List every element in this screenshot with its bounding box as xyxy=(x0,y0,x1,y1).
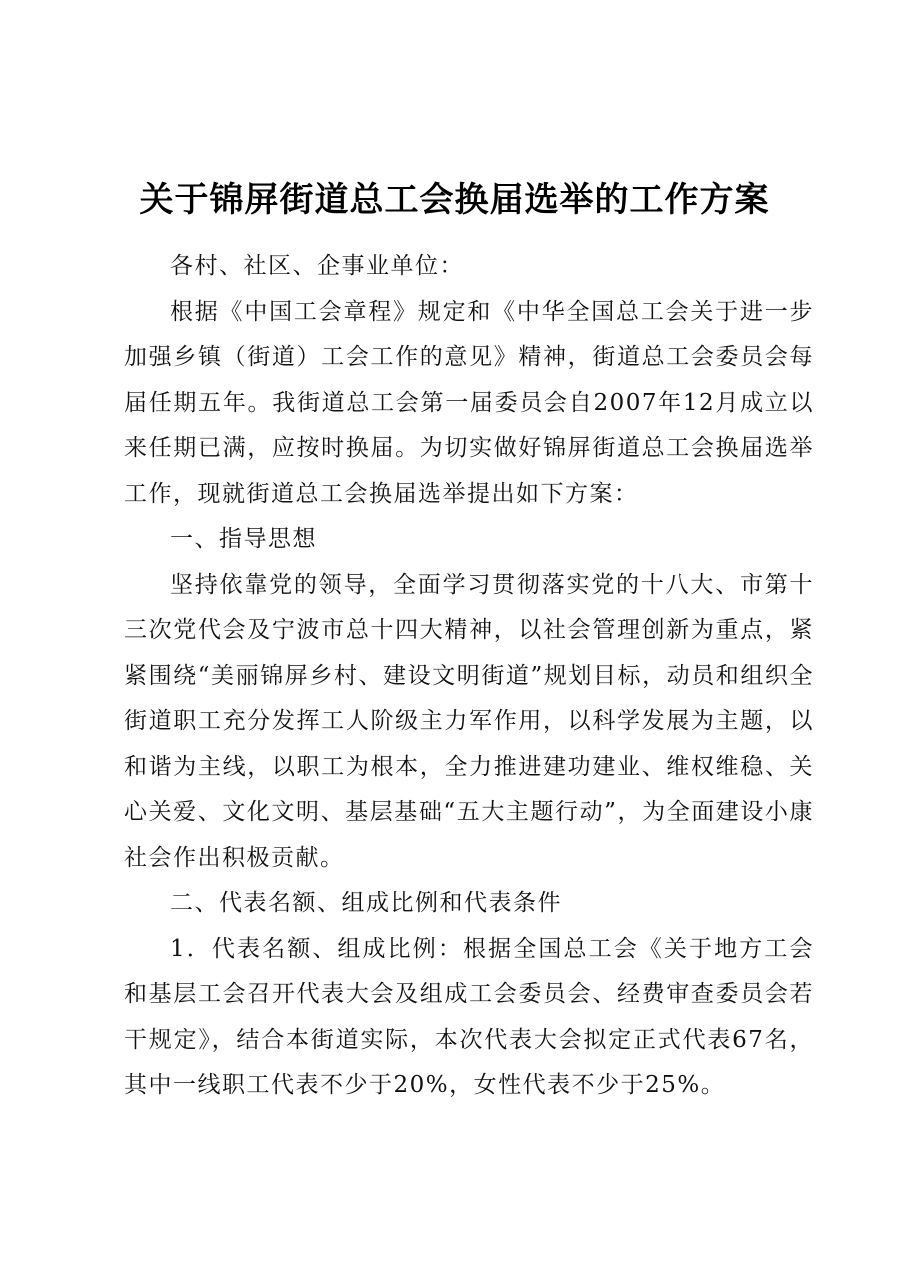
document-body xyxy=(124,244,814,1109)
guiding-ideology-paragraph: 坚持依靠党的领导，全面学习贯彻落实党的十八大、市第十三次党代会及宁波市总十四大精神，以社会管理创新为重点，紧紧围绕“美丽锦屏乡村、建设文明街道”规划目标，动员和组织全街道职工充分发挥工人阶级主力军作用，以科学发展为主题，以和谐为主线，以职工为根本，全力推进建功建业、维权维稳、关心关爱、文化文明、基层基础“五大主题行动”，为全面建设小康社会作出积极贡献。 xyxy=(124,571,814,871)
salutation-paragraph: 各村、社区、企事业单位： xyxy=(170,253,464,279)
delegate-quota-paragraph: 1．代表名额、组成比例：根据全国总工会《关于地方工会和基层工会召开代表大会及组成工会委员会、经费审查委员会若干规定》，结合本街道实际，本次代表大会拟定正式代表67名，其中一线职工代表不少于20%，女性代表不少于25%。 xyxy=(124,935,814,1098)
document-title: 关于锦屏街道总工会换届选举的工作方案 xyxy=(139,180,770,220)
section-heading-guiding-ideology: 一、指导思想 xyxy=(170,526,317,552)
section-heading-delegates: 二、代表名额、组成比例和代表条件 xyxy=(170,890,562,916)
intro-paragraph: 根据《中国工会章程》规定和《中华全国总工会关于进一步加强乡镇（街道）工会工作的意见》精神，街道总工会委员会每届任期五年。我街道总工会第一届委员会自2007年12月成立以来任期已满，应按时换届。为切实做好锦屏街道总工会换届选举工作，现就街道总工会换届选举提出如下方案： xyxy=(124,298,814,507)
